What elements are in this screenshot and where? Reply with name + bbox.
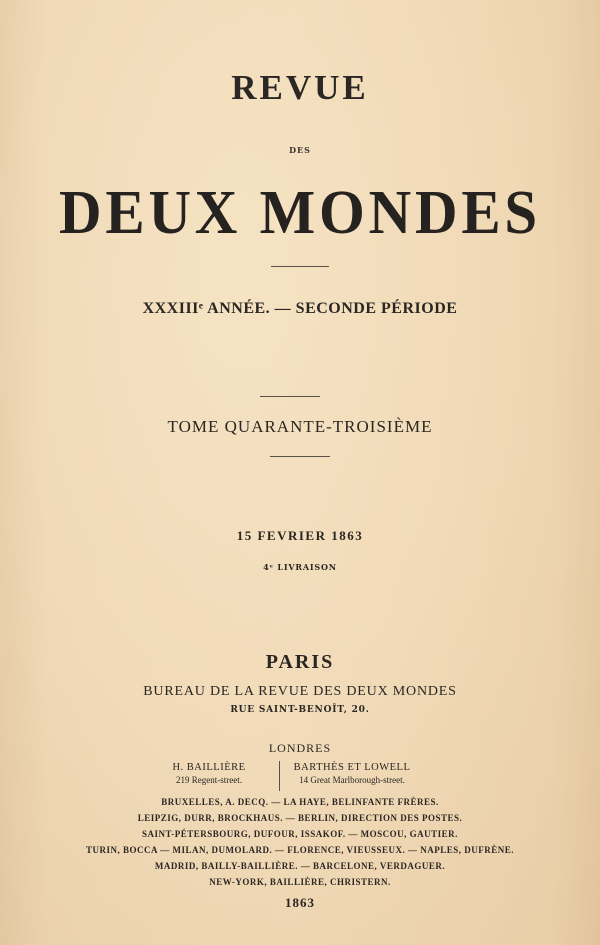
divider-rule <box>270 456 330 457</box>
publisher-address: 219 Regent-street. <box>176 775 242 785</box>
agent-line: NEW-YORK, BAILLIÈRE, CHRISTERN. <box>209 877 391 887</box>
publication-year: 1863 <box>285 895 315 910</box>
agent-line: TURIN, BOCCA — MILAN, DUMOLARD. — FLORENCE, VIEUSSEUX. — NAPLES, DUFRÈNE. <box>85 845 515 855</box>
agent-line: SAINT-PÉTERSBOURG, DUFOUR, ISSAKOF. — MOSCOU, GAUTIER. <box>142 829 458 839</box>
publisher-address: 14 Great Marlborough-street. <box>299 775 405 785</box>
masthead-title: DEUX MONDES <box>59 179 541 247</box>
period-line: XXXIIIᵉ ANNÉE. — SECONDE PÉRIODE <box>142 300 458 317</box>
imprint-address: RUE SAINT-BENOÎT, 20. <box>230 705 370 715</box>
masthead-des: DES <box>289 145 311 155</box>
issue-livraison: 4ᵉ LIVRAISON <box>263 562 337 572</box>
divider-rule <box>260 396 320 397</box>
agent-line: LEIPZIG, DURR, BROCKHAUS. — BERLIN, DIRECTION DES POSTES. <box>137 813 463 823</box>
imprint-city: PARIS <box>265 651 335 673</box>
publisher-separator <box>279 761 280 791</box>
issue-date: 15 FEVRIER 1863 <box>236 528 364 543</box>
agent-line: MADRID, BAILLY-BAILLIÈRE. — BARCELONE, VERDAGUER. <box>154 861 446 871</box>
agent-line: BRUXELLES, A. DECQ. — LA HAYE, BELINFANTE FRÈRES. <box>161 797 439 807</box>
masthead-revue: REVUE <box>231 68 369 107</box>
publisher-name: H. BAILLIÈRE <box>172 762 246 773</box>
imprint-bureau: BUREAU DE LA REVUE DES DEUX MONDES <box>143 684 457 699</box>
london-label: LONDRES <box>268 741 332 755</box>
divider-rule <box>271 266 329 267</box>
publisher-name: BARTHÈS ET LOWELL <box>293 762 411 773</box>
london-publisher-right <box>282 762 422 785</box>
london-publisher-left <box>140 762 278 785</box>
tome-line: TOME QUARANTE-TROISIÈME <box>167 417 433 436</box>
